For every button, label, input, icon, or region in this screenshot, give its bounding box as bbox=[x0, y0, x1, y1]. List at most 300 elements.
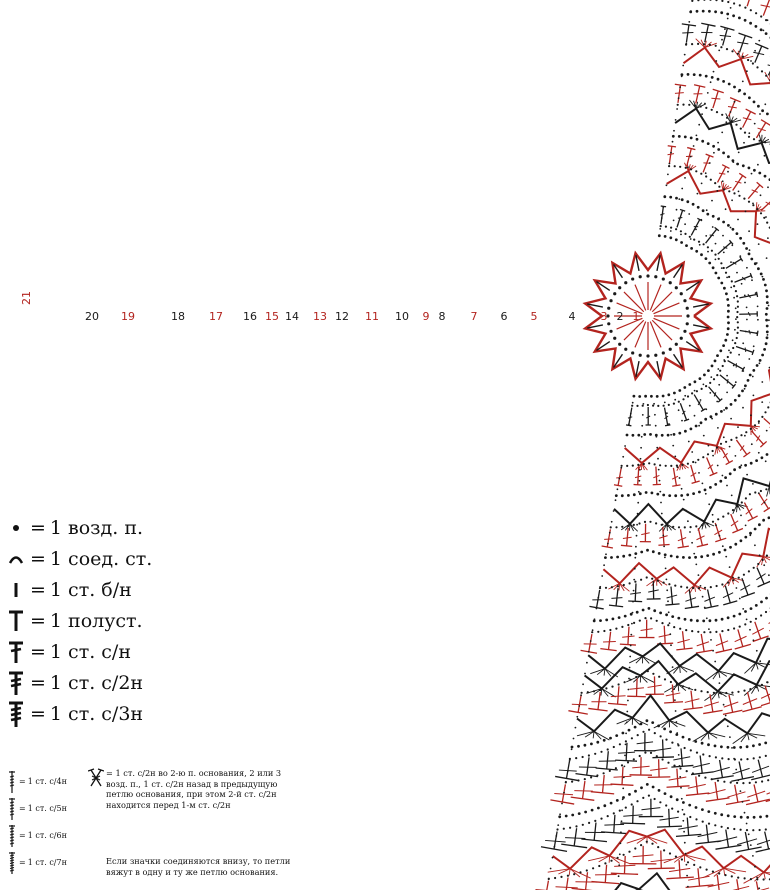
chain-dot bbox=[621, 764, 623, 766]
chain-dot bbox=[732, 228, 735, 231]
chain-dot bbox=[725, 272, 727, 274]
chain-dot bbox=[692, 772, 694, 774]
chain-dot bbox=[757, 267, 760, 270]
stitch-top bbox=[664, 702, 683, 703]
stitch-top bbox=[652, 757, 674, 758]
chain-dot bbox=[727, 814, 730, 817]
chain-dot bbox=[678, 401, 680, 403]
chain-dot bbox=[765, 611, 767, 613]
chain-dot bbox=[596, 774, 598, 776]
chain-dot bbox=[624, 348, 627, 351]
chain-dot bbox=[647, 670, 649, 672]
chain-dot bbox=[737, 327, 739, 329]
chain-dot bbox=[622, 555, 625, 558]
chain-dot bbox=[753, 757, 755, 759]
chain-dot bbox=[689, 816, 691, 818]
chain-dot bbox=[721, 826, 723, 828]
chain-dot bbox=[762, 559, 764, 561]
chain-dot bbox=[678, 526, 680, 528]
stitch-mark bbox=[626, 743, 627, 761]
chain-dot bbox=[728, 276, 730, 278]
chain-dot bbox=[759, 756, 761, 758]
chain-dot bbox=[664, 235, 667, 238]
chain-dot bbox=[722, 344, 725, 347]
chain-dot bbox=[712, 450, 714, 452]
stitch-bar bbox=[628, 417, 632, 418]
chain-dot bbox=[610, 526, 612, 528]
chain-dot bbox=[658, 676, 660, 678]
stitch-bar bbox=[727, 379, 728, 383]
stitch-mark bbox=[739, 761, 743, 779]
chain-dot bbox=[755, 459, 758, 462]
chain-dot bbox=[615, 526, 617, 528]
fan-stitch bbox=[673, 666, 679, 674]
chain-dot bbox=[760, 490, 762, 492]
chain-dot bbox=[605, 587, 607, 589]
chain-dot bbox=[610, 556, 613, 559]
chain-dot bbox=[668, 165, 670, 167]
chain-dot bbox=[765, 755, 767, 757]
chain-dot bbox=[714, 483, 717, 486]
chain-dot bbox=[600, 751, 602, 753]
chain-dot bbox=[639, 492, 642, 495]
chain-dot bbox=[760, 601, 763, 604]
chain-dot bbox=[761, 684, 763, 686]
stitch-mark bbox=[578, 695, 581, 713]
chain-dot bbox=[740, 829, 742, 831]
chain-dot bbox=[760, 212, 762, 214]
fan-stitch bbox=[605, 669, 611, 677]
chain-dot bbox=[715, 45, 717, 47]
chain-dot bbox=[761, 780, 763, 782]
chain-dot bbox=[613, 746, 615, 748]
chain-dot bbox=[607, 748, 609, 750]
chain-dot bbox=[748, 136, 750, 138]
chain-dot bbox=[752, 369, 755, 372]
chain-dot bbox=[745, 497, 747, 499]
chain-dot bbox=[646, 719, 649, 722]
chain-dot bbox=[686, 493, 689, 496]
chain-dot bbox=[644, 395, 647, 398]
chain-dot bbox=[721, 114, 723, 116]
chain-dot bbox=[640, 551, 643, 554]
chain-dot bbox=[696, 752, 698, 754]
chain-dot bbox=[680, 586, 682, 588]
chain-dot bbox=[628, 793, 631, 796]
stitch-mark bbox=[566, 761, 569, 779]
chain-dot bbox=[654, 275, 657, 278]
chain-dot bbox=[654, 732, 656, 734]
stitch-mark bbox=[680, 403, 686, 420]
chain-dot bbox=[758, 172, 761, 175]
chain-dot bbox=[591, 631, 593, 633]
chain-dot bbox=[736, 163, 739, 166]
stitch-mark bbox=[736, 440, 746, 455]
chain-dot bbox=[711, 76, 714, 79]
chain-dot bbox=[743, 198, 745, 200]
chain-dot bbox=[717, 78, 720, 81]
chain-dot bbox=[730, 352, 732, 354]
chain-dot bbox=[662, 494, 665, 497]
chain-dot bbox=[744, 132, 746, 134]
stitch-bar bbox=[611, 598, 622, 599]
stitch-bar bbox=[622, 636, 634, 637]
chain-dot bbox=[688, 383, 691, 386]
chain-dot bbox=[704, 587, 706, 589]
chain-dot bbox=[727, 827, 729, 829]
chain-dot bbox=[756, 66, 758, 68]
chain-dot bbox=[660, 735, 662, 737]
chain-dot bbox=[702, 753, 704, 755]
chain-dot bbox=[695, 425, 698, 428]
chain-dot bbox=[642, 609, 645, 612]
chain-dot bbox=[715, 756, 717, 758]
chain-dot bbox=[644, 521, 646, 523]
chain-dot bbox=[716, 354, 719, 357]
stitch-bar bbox=[745, 348, 746, 352]
chain-dot bbox=[669, 196, 672, 199]
chain-dot bbox=[696, 619, 699, 622]
chain-dot bbox=[732, 579, 734, 581]
chain-dot bbox=[656, 395, 659, 398]
chain-dot bbox=[685, 167, 687, 169]
chain-dot bbox=[662, 395, 665, 398]
chain-dot bbox=[766, 295, 769, 298]
stitch-mark bbox=[635, 583, 636, 601]
chain-dot bbox=[714, 254, 716, 256]
chain-dot bbox=[691, 630, 693, 632]
chain-dot bbox=[703, 0, 705, 1]
stitch-top bbox=[614, 485, 622, 486]
center-spoke bbox=[624, 320, 644, 340]
stitch-mark bbox=[609, 632, 611, 650]
chain-dot bbox=[650, 395, 653, 398]
chain-dot bbox=[681, 464, 683, 466]
chain-dot bbox=[679, 628, 681, 630]
chain-dot bbox=[604, 556, 607, 559]
chain-dot bbox=[688, 556, 691, 559]
stitch-top bbox=[751, 774, 770, 780]
chain-dot bbox=[697, 459, 699, 461]
center-spoke bbox=[652, 292, 672, 312]
chain-dot bbox=[707, 523, 709, 525]
chain-dot bbox=[732, 347, 734, 349]
chain-dot bbox=[699, 377, 702, 380]
chain-dot bbox=[724, 476, 727, 479]
stitch-bar bbox=[668, 154, 674, 155]
chain-dot bbox=[750, 9, 752, 11]
chain-dot bbox=[682, 104, 684, 106]
stitch-bar bbox=[604, 824, 624, 825]
chain-dot bbox=[746, 816, 749, 819]
fan-stitch bbox=[678, 684, 693, 690]
chain-dot bbox=[766, 331, 769, 334]
chain-dot bbox=[701, 388, 703, 390]
chain-dot bbox=[717, 148, 720, 151]
center-spoke bbox=[650, 322, 661, 348]
chain-dot bbox=[753, 101, 756, 104]
center-spoke bbox=[654, 303, 680, 314]
stitch-mark bbox=[594, 823, 596, 841]
chain-dot bbox=[765, 313, 768, 316]
stitch-mark bbox=[705, 25, 709, 43]
chain-dot bbox=[736, 316, 738, 318]
chain-dot bbox=[722, 221, 725, 224]
chain-dot bbox=[679, 767, 681, 769]
chain-dot bbox=[757, 105, 760, 108]
chain-dot bbox=[723, 781, 725, 783]
chain-dot bbox=[765, 319, 768, 322]
chain-dot bbox=[668, 583, 670, 585]
chain-dot bbox=[650, 752, 652, 754]
chain-dot bbox=[616, 556, 619, 559]
stitch-mark bbox=[602, 775, 604, 793]
chain-dot bbox=[694, 380, 697, 383]
chain-dot bbox=[715, 272, 718, 275]
chain-dot bbox=[670, 227, 672, 229]
chain-dot bbox=[758, 743, 761, 746]
chain-dot bbox=[705, 175, 707, 177]
chain-dot bbox=[733, 746, 736, 749]
chain-dot bbox=[736, 782, 738, 784]
stitch-mark bbox=[633, 806, 634, 824]
chain-dot bbox=[761, 354, 764, 357]
chain-dot bbox=[731, 50, 733, 52]
chain-dot bbox=[705, 257, 708, 260]
stitch-mark bbox=[587, 757, 589, 775]
chain-dot bbox=[716, 585, 718, 587]
chain-dot bbox=[744, 384, 747, 387]
chain-dot bbox=[648, 795, 650, 797]
stitch-bar bbox=[710, 235, 714, 236]
chain-dot bbox=[654, 354, 657, 357]
chain-dot bbox=[752, 62, 754, 64]
chain-dot bbox=[675, 197, 678, 200]
chain-dot bbox=[712, 215, 715, 218]
chain-dot bbox=[663, 728, 666, 731]
chain-dot bbox=[749, 374, 752, 377]
stitch-mark bbox=[589, 634, 592, 652]
chain-dot bbox=[714, 10, 717, 13]
chain-dot bbox=[735, 437, 737, 439]
chain-dot bbox=[720, 46, 722, 48]
chain-dot bbox=[656, 755, 658, 757]
chain-dot bbox=[740, 758, 742, 760]
chain-dot bbox=[721, 0, 723, 2]
chain-dot bbox=[760, 273, 763, 276]
chain-dot bbox=[615, 494, 618, 497]
chain-dot bbox=[631, 351, 634, 354]
chain-dot bbox=[609, 737, 612, 740]
chain-dot bbox=[722, 365, 724, 367]
fan-stitch bbox=[641, 676, 648, 683]
chain-dot bbox=[660, 225, 662, 227]
chain-dot bbox=[641, 673, 643, 675]
fan-stitch bbox=[680, 666, 694, 671]
stitch-top bbox=[665, 425, 670, 426]
chain-dot bbox=[671, 808, 673, 810]
chain-dot bbox=[588, 754, 590, 756]
chain-dot bbox=[672, 135, 675, 138]
chain-dot bbox=[739, 626, 741, 628]
chain-dot bbox=[607, 322, 610, 325]
chain-dot bbox=[665, 739, 667, 741]
chain-dot bbox=[710, 179, 712, 181]
stitch-mark bbox=[618, 686, 619, 704]
chain-dot bbox=[629, 582, 631, 584]
fan-stitch bbox=[594, 731, 609, 740]
chain-dot bbox=[727, 512, 729, 514]
chain-dot bbox=[673, 392, 676, 395]
chain-dot bbox=[632, 434, 635, 437]
stitch-mark bbox=[739, 35, 745, 52]
chain-dot bbox=[765, 342, 768, 345]
chain-dot bbox=[749, 782, 751, 784]
chain-dot bbox=[758, 523, 761, 526]
stitch-bar bbox=[767, 787, 770, 794]
stitch-top bbox=[620, 644, 636, 645]
chain-dot bbox=[682, 398, 684, 400]
chain-dot bbox=[767, 406, 769, 408]
chain-dot bbox=[633, 622, 635, 624]
zigzag-row bbox=[577, 0, 770, 733]
chain-dot bbox=[642, 405, 644, 407]
chain-dot bbox=[701, 808, 704, 811]
chain-dot bbox=[746, 758, 748, 760]
chain-dot bbox=[730, 439, 732, 441]
stitch-bar bbox=[711, 98, 720, 99]
chain-dot bbox=[737, 53, 739, 55]
chain-dot bbox=[711, 365, 714, 368]
chain-dot bbox=[670, 681, 672, 683]
chain-dot bbox=[712, 553, 715, 556]
stitch-mark bbox=[687, 818, 688, 836]
chain-dot bbox=[661, 434, 664, 437]
chain-dot bbox=[638, 395, 641, 398]
chain-dot bbox=[683, 330, 686, 333]
chain-dot bbox=[677, 811, 679, 813]
chain-dot bbox=[698, 241, 700, 243]
chain-dot bbox=[747, 59, 749, 61]
chain-dot bbox=[701, 140, 704, 143]
chain-dot bbox=[717, 518, 719, 520]
chain-dot bbox=[670, 795, 673, 798]
chain-dot bbox=[591, 809, 594, 812]
chain-dot bbox=[707, 743, 710, 746]
stitch-mark bbox=[691, 220, 700, 236]
stitch-mark bbox=[696, 776, 698, 794]
stitch-mark bbox=[681, 529, 684, 547]
stitch-top bbox=[634, 485, 642, 486]
chain-dot bbox=[616, 799, 619, 802]
chain-dot bbox=[703, 243, 705, 245]
chain-dot bbox=[639, 620, 641, 622]
chain-dot bbox=[755, 604, 758, 607]
chain-dot bbox=[683, 386, 686, 389]
stitch-mark bbox=[597, 590, 600, 608]
chain-dot bbox=[615, 767, 617, 769]
chain-dot bbox=[584, 811, 587, 814]
chain-dot bbox=[727, 746, 730, 749]
chain-dot bbox=[682, 801, 685, 804]
chain-dot bbox=[733, 627, 735, 629]
chain-dot bbox=[683, 299, 686, 302]
stitch-bar bbox=[752, 628, 763, 634]
stitch-bar bbox=[761, 5, 770, 8]
fan-stitch bbox=[678, 684, 686, 690]
stitch-top bbox=[668, 146, 676, 147]
stitch-bar bbox=[618, 752, 635, 753]
chain-dot bbox=[764, 175, 767, 178]
chain-dot bbox=[654, 463, 656, 465]
chain-dot bbox=[756, 364, 759, 367]
chain-dot bbox=[718, 258, 720, 260]
chain-dot bbox=[750, 462, 753, 465]
stitch-mark bbox=[607, 751, 609, 769]
stitch-top bbox=[761, 700, 770, 706]
chain-dot bbox=[644, 617, 646, 619]
chain-dot bbox=[731, 692, 733, 694]
chain-dot bbox=[643, 433, 646, 436]
chain-dot bbox=[703, 43, 705, 45]
chain-dot bbox=[752, 744, 755, 747]
stitch-mark bbox=[614, 815, 615, 833]
chain-dot bbox=[730, 403, 733, 406]
stitch-mark bbox=[720, 375, 734, 386]
chain-dot bbox=[690, 526, 692, 528]
chain-dot bbox=[704, 418, 707, 421]
chain-dot bbox=[627, 525, 629, 527]
chain-dot bbox=[646, 274, 649, 277]
chain-dot bbox=[722, 516, 724, 518]
chain-dot bbox=[736, 295, 738, 297]
chain-dot bbox=[712, 521, 714, 523]
chain-dot bbox=[617, 585, 619, 587]
chain-dot bbox=[633, 493, 636, 496]
chain-dot bbox=[720, 282, 723, 285]
chain-dot bbox=[733, 828, 735, 830]
chain-dot bbox=[754, 424, 756, 426]
stitch-top bbox=[757, 292, 758, 297]
fan-stitch bbox=[654, 720, 669, 728]
stitch-mark bbox=[669, 809, 670, 827]
chain-dot bbox=[688, 738, 691, 741]
stitch-top bbox=[761, 120, 770, 126]
stitch-top bbox=[628, 601, 642, 602]
stitch-mark bbox=[751, 431, 763, 444]
chain-dot bbox=[619, 743, 621, 745]
chain-dot bbox=[654, 798, 656, 800]
chain-dot bbox=[727, 155, 730, 158]
chain-dot bbox=[675, 343, 678, 346]
chain-dot bbox=[760, 15, 762, 17]
chain-dot bbox=[756, 208, 758, 210]
chain-dot bbox=[702, 209, 705, 212]
stitch-bar bbox=[720, 35, 731, 36]
chain-dot bbox=[611, 586, 613, 588]
chain-dot bbox=[710, 586, 712, 588]
chain-dot bbox=[680, 292, 683, 295]
chain-dot bbox=[749, 532, 752, 535]
stitch-mark bbox=[735, 276, 752, 283]
chain-dot bbox=[613, 812, 615, 814]
chain-dot bbox=[766, 336, 769, 339]
stitch-mark bbox=[710, 694, 713, 712]
chain-dot bbox=[717, 780, 719, 782]
chain-dot bbox=[603, 630, 605, 632]
chain-dot bbox=[709, 755, 711, 757]
chain-dot bbox=[760, 28, 763, 31]
